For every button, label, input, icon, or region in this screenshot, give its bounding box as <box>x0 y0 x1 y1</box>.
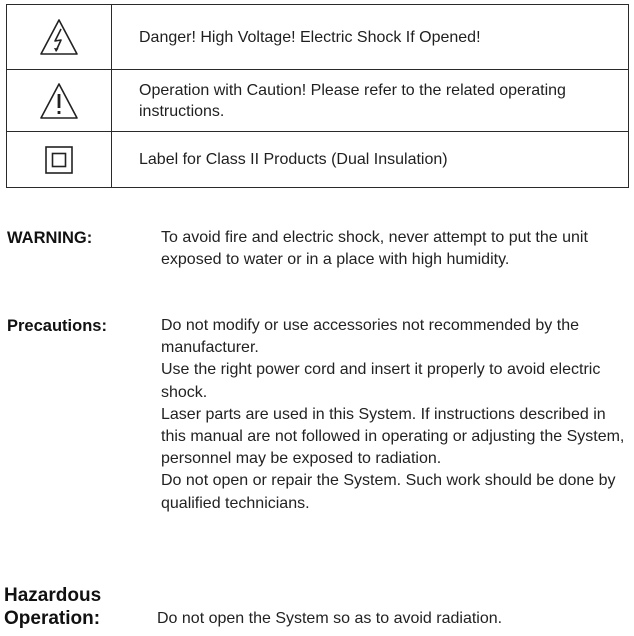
warning-text: To avoid fire and electric shock, never attempt to put the unit exposed to water or in a place with high humidity. <box>161 229 588 269</box>
hazardous-label-line1: Hazardous <box>4 585 102 606</box>
symbol-row-class-ii <box>7 132 629 188</box>
precaution-item: Do not open or repair the System. Such work should be done by qualified technicians. <box>161 472 616 512</box>
symbol-description: Label for Class II Products (Dual Insulation) <box>112 132 629 188</box>
class-ii-double-square-icon <box>7 145 111 175</box>
high-voltage-warning-icon <box>7 18 111 56</box>
hazardous-label <box>4 584 101 630</box>
precautions-list <box>161 315 631 515</box>
hazardous-text: Do not open the System so as to avoid radiation. <box>157 610 503 627</box>
symbol-description: Operation with Caution! Please refer to the related operating instructions. <box>112 70 629 132</box>
caution-exclamation-icon <box>7 82 111 120</box>
warning-label: WARNING: <box>7 229 93 247</box>
symbol-description: Danger! High Voltage! Electric Shock If Opened! <box>112 5 629 70</box>
precaution-item: Use the right power cord and insert it properly to avoid electric shock. <box>161 361 601 401</box>
safety-symbols-table <box>6 4 629 188</box>
hazardous-label-line2: Operation: <box>4 608 101 629</box>
precaution-item: Laser parts are used in this System. If instructions described in this manual are not followed in operating or adjusting the System, personnel may be exposed to radiation. <box>161 405 625 468</box>
precaution-item: Do not modify or use accessories not recommended by the manufacturer. <box>161 317 579 357</box>
symbol-row-caution <box>7 70 629 132</box>
precautions-label: Precautions: <box>7 317 107 335</box>
symbol-row-high-voltage <box>7 5 629 70</box>
